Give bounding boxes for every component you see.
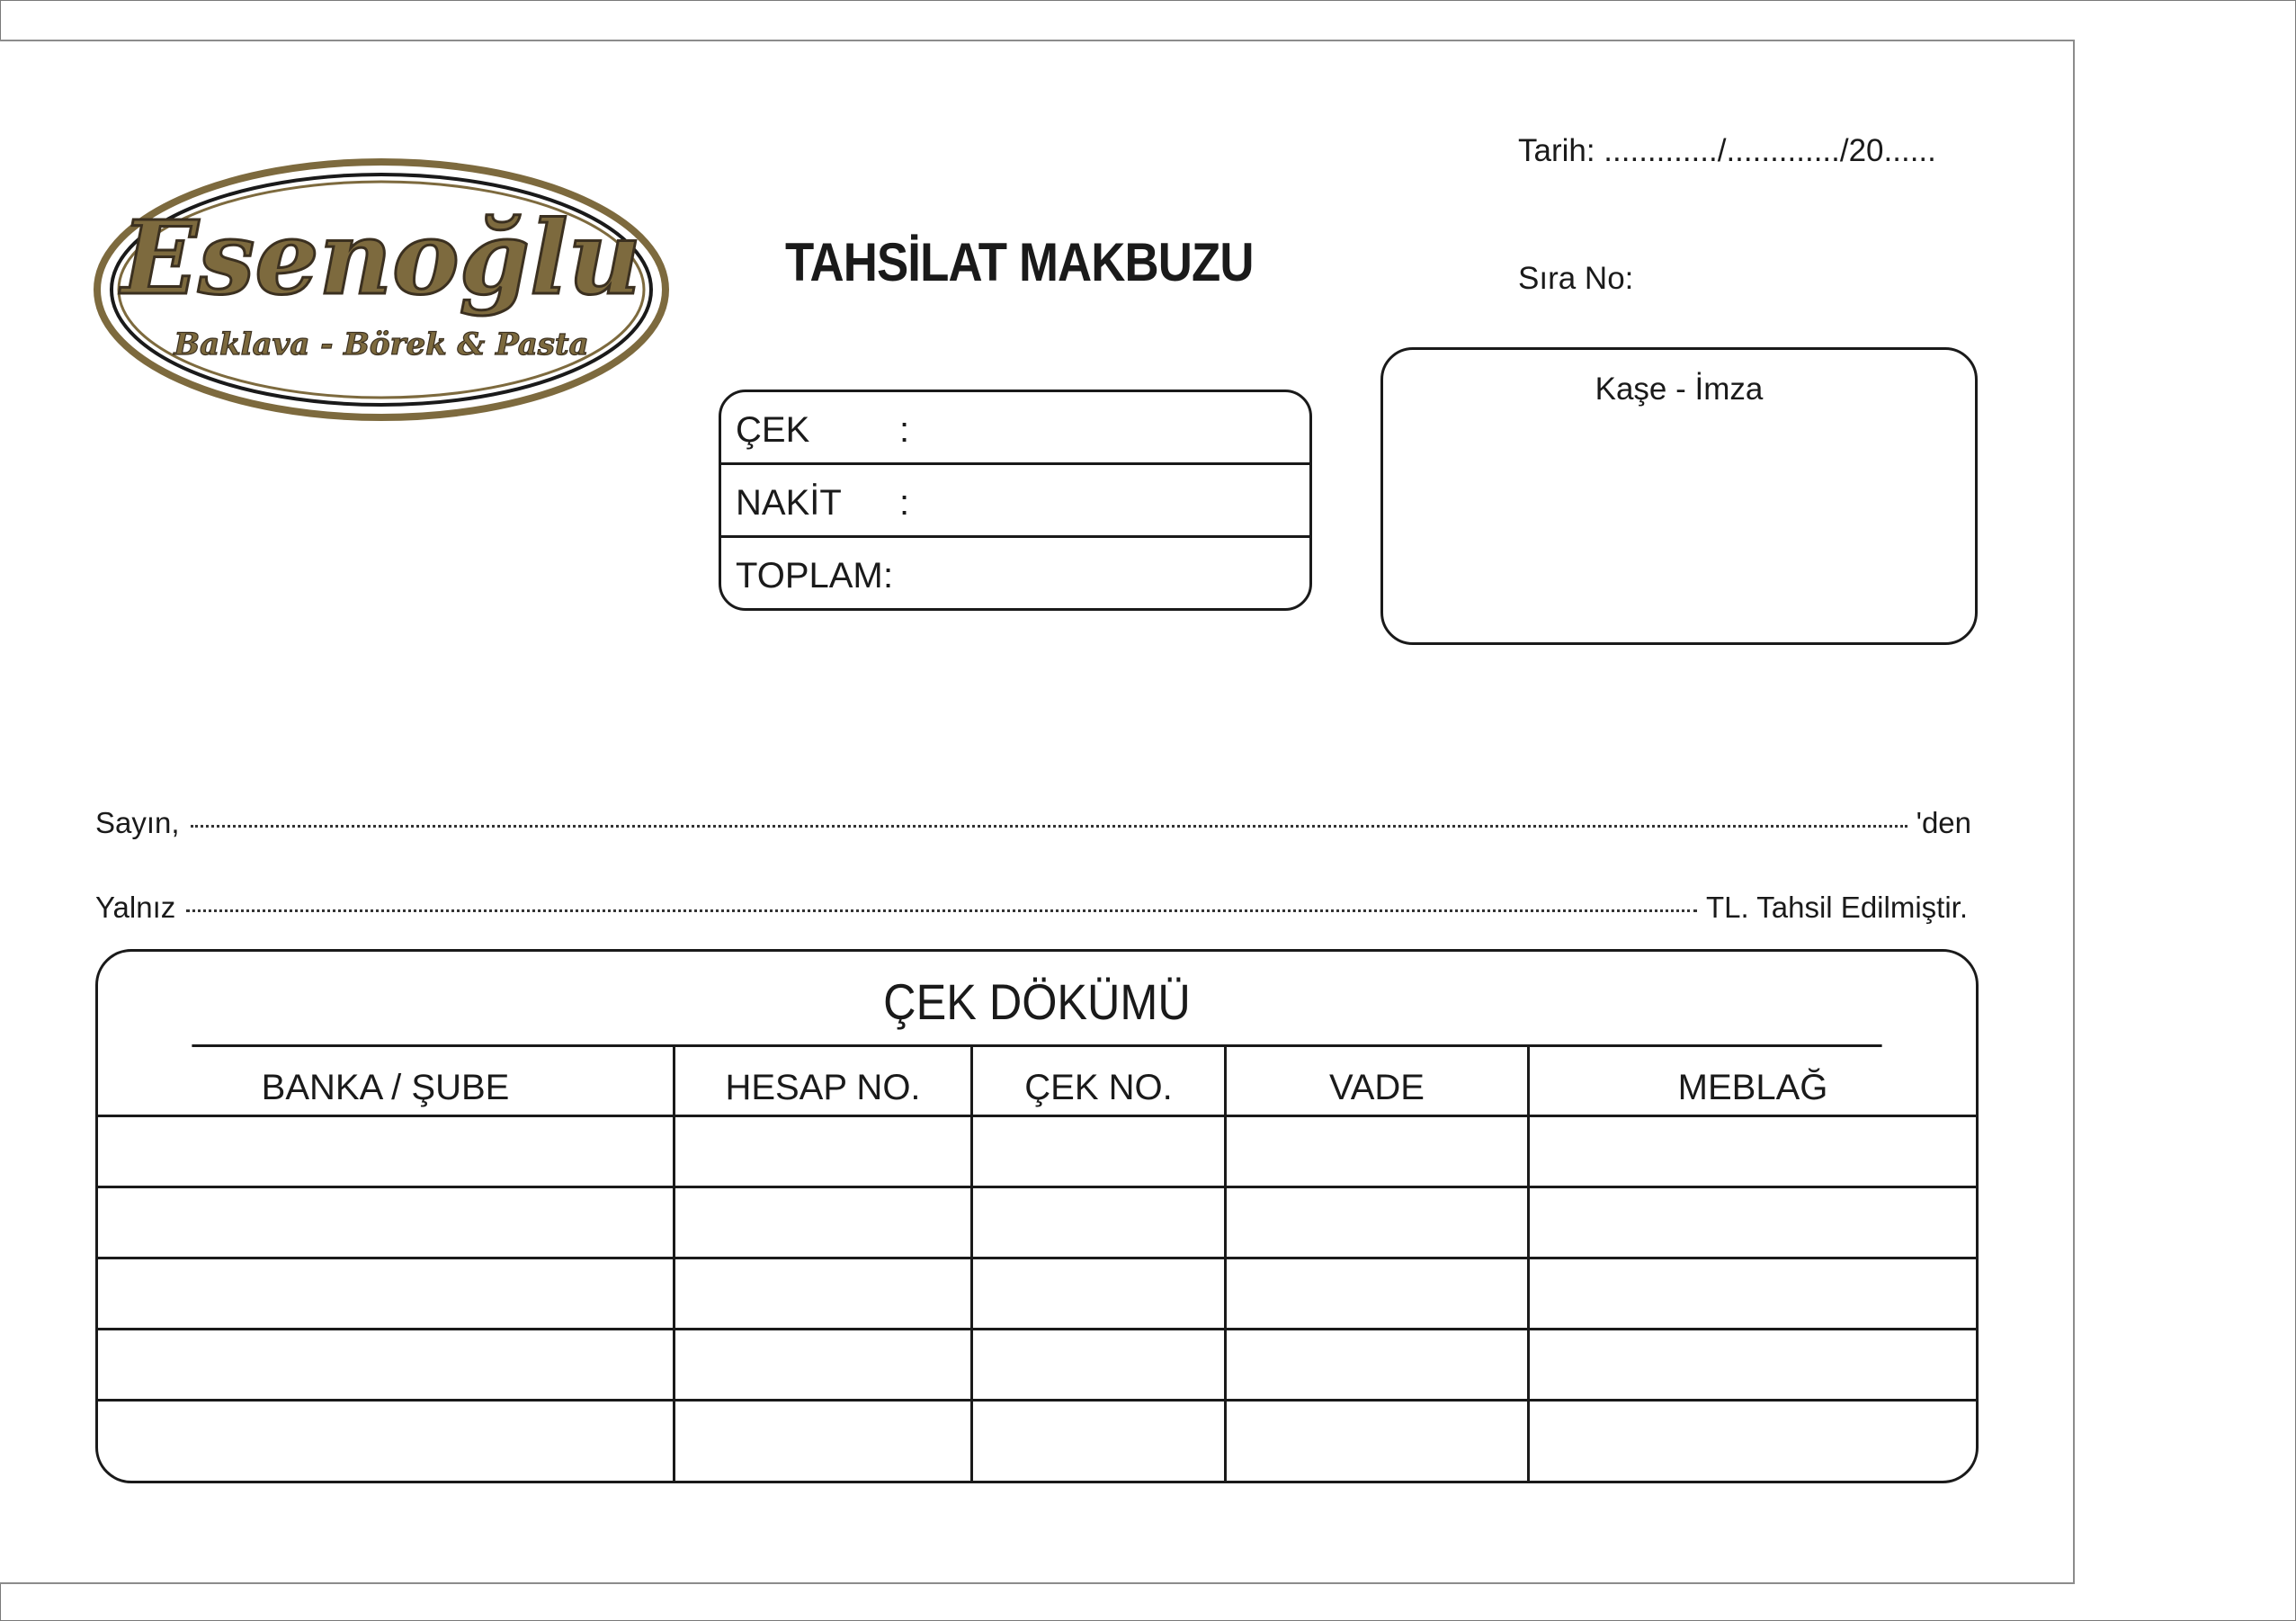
table-cell[interactable] xyxy=(675,1330,973,1402)
column-header-bank: BANKA / ŞUBE xyxy=(98,1047,675,1117)
table-cell[interactable] xyxy=(98,1259,675,1330)
table-cell[interactable] xyxy=(1227,1402,1530,1481)
payment-label: NAKİT xyxy=(736,483,842,523)
date-field[interactable]: Tarih: ............./............./20...... xyxy=(1518,133,1936,168)
logo-oval-icon xyxy=(94,158,669,421)
payment-row-nakit[interactable] xyxy=(721,465,1309,538)
table-cell[interactable] xyxy=(1530,1259,1976,1330)
table-cell[interactable] xyxy=(98,1188,675,1259)
payment-colon: : xyxy=(899,410,910,450)
stamp-signature-box[interactable] xyxy=(1380,347,1978,645)
table-cell[interactable] xyxy=(973,1402,1227,1481)
amount-suffix: TL. Tahsil Edilmiştir. xyxy=(1706,891,1968,924)
payer-name-line[interactable] xyxy=(95,806,1971,840)
table-cell[interactable] xyxy=(1227,1117,1530,1188)
payment-row-toplam[interactable] xyxy=(721,538,1309,611)
table-cell[interactable] xyxy=(1530,1117,1976,1188)
check-detail-table xyxy=(95,949,1979,1483)
brand-tagline: Baklava - Börek & Pasta xyxy=(174,327,589,363)
column-header-account: HESAP NO. xyxy=(675,1047,973,1117)
table-cell[interactable] xyxy=(675,1117,973,1188)
payment-summary-box xyxy=(719,390,1312,611)
table-cell[interactable] xyxy=(973,1259,1227,1330)
payment-colon: : xyxy=(883,556,894,596)
table-cell[interactable] xyxy=(1227,1259,1530,1330)
table-cell[interactable] xyxy=(675,1259,973,1330)
table-cell[interactable] xyxy=(1227,1188,1530,1259)
page-title: TAHSİLAT MAKBUZU xyxy=(785,232,1254,292)
check-grid xyxy=(98,1047,1976,1481)
brand-logo xyxy=(94,158,669,421)
stamp-label: Kaşe - İmza xyxy=(1595,372,1764,407)
payment-label: TOPLAM xyxy=(736,556,883,596)
table-cell[interactable] xyxy=(98,1117,675,1188)
table-cell[interactable] xyxy=(1530,1402,1976,1481)
amount-dotted-field[interactable] xyxy=(186,909,1697,912)
column-header-check-no: ÇEK NO. xyxy=(973,1047,1227,1117)
amount-words-line[interactable] xyxy=(95,891,1968,925)
table-cell[interactable] xyxy=(1227,1330,1530,1402)
payer-suffix: 'den xyxy=(1916,806,1971,839)
payer-dotted-field[interactable] xyxy=(191,824,1907,828)
table-cell[interactable] xyxy=(973,1188,1227,1259)
sequence-number-field[interactable]: Sıra No: xyxy=(1518,261,1634,296)
payment-label: ÇEK xyxy=(736,410,810,450)
table-cell[interactable] xyxy=(973,1330,1227,1402)
table-cell[interactable] xyxy=(675,1188,973,1259)
table-cell[interactable] xyxy=(98,1330,675,1402)
table-cell[interactable] xyxy=(98,1402,675,1481)
payer-prefix: Sayın, xyxy=(95,806,180,839)
table-cell[interactable] xyxy=(1530,1188,1976,1259)
payment-colon: : xyxy=(899,483,910,523)
table-cell[interactable] xyxy=(973,1117,1227,1188)
column-header-due-date: VADE xyxy=(1227,1047,1530,1117)
table-cell[interactable] xyxy=(1530,1330,1976,1402)
check-table-title: ÇEK DÖKÜMÜ xyxy=(192,952,1881,1047)
table-cell[interactable] xyxy=(675,1402,973,1481)
amount-prefix: Yalnız xyxy=(95,891,176,924)
brand-name: Esenoğlu xyxy=(121,200,642,318)
column-header-amount: MEBLAĞ xyxy=(1530,1047,1976,1117)
payment-row-cek[interactable] xyxy=(721,392,1309,465)
